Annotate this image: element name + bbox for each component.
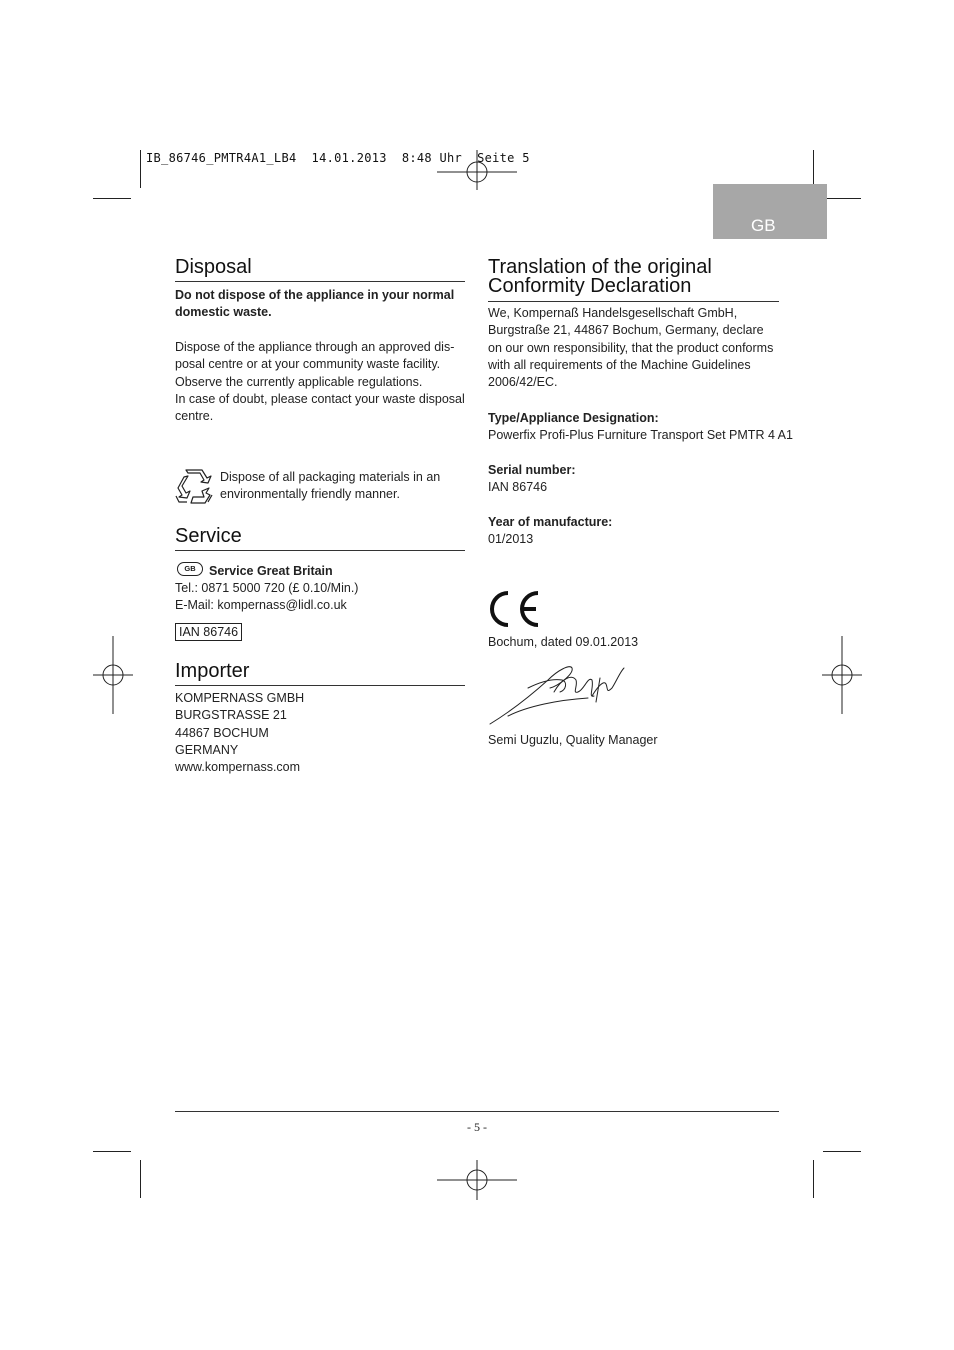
print-header: IB_86746_PMTR4A1_LB4 14.01.2013 8:48 Uhr Seite 5 [146,151,530,165]
type-value: Powerfix Profi-Plus Furniture Transport Set PMTR 4 A1 [488,428,793,442]
service-tel: Tel.: 0871 5000 720 (£ 0.10/Min.) [175,581,359,595]
importer-rule [175,685,465,686]
service-title: Service [175,525,242,547]
signature [488,658,628,728]
language-tab [713,184,827,239]
language-tab-label: GB [751,216,776,235]
footer-rule [175,1111,779,1112]
service-email[interactable]: E-Mail: kompernass@lidl.co.uk [175,598,347,612]
disposal-rule [175,281,465,282]
service-heading: Service Great Britain [209,564,333,578]
service-rule [175,550,465,551]
registration-mark-left [93,636,133,714]
disposal-warning: Do not dispose of the appliance in your normal domestic waste. [175,288,455,320]
disposal-body: Dispose of the appliance through an approved dis- posal centre or at your community waste facility. Observe the currently applicable regulations. In case of doubt, please contact your waste disposal centre. [175,340,465,424]
place-date: Bochum, dated 09.01.2013 [488,635,639,649]
importer-website[interactable]: www.kompernass.com [175,760,301,775]
conformity-intro: We, Kompernaß Handelsgesellschaft GmbH, Burgstraße 21, 44867 Bochum, Germany, declare on our own responsibility, that the product conforms with all requirements of the Machine Guidelines 2006/42/EC. [488,306,774,390]
packaging-note: Dispose of all packaging materials in an environmentally friendly manner. [220,470,441,502]
recycle-icon [175,469,213,505]
importer-title: Importer [175,660,250,682]
serial-value: IAN 86746 [488,480,548,494]
ce-mark-icon [488,590,544,628]
year-value: 01/2013 [488,532,534,546]
conformity-title: Translation of the original Conformity Declaration [488,256,712,297]
disposal-title: Disposal [175,256,252,278]
serial-label: Serial number: [488,463,576,477]
registration-mark-top [437,150,517,190]
ian-label: IAN 86746 [175,623,242,641]
registration-mark-right [822,636,862,714]
page-number: - 5 - [467,1120,487,1134]
registration-mark-bottom [437,1160,517,1200]
year-label: Year of manufacture: [488,515,613,529]
conformity-rule [488,301,779,302]
service-ian-box [175,623,242,641]
type-label: Type/Appliance Designation: [488,411,659,425]
gb-country-badge: GB [177,562,203,576]
signatory: Semi Uguzlu, Quality Manager [488,733,658,747]
importer-address: KOMPERNASS GMBH BURGSTRASSE 21 44867 BOCHUM GERMANY www.kompernass.com [175,690,304,776]
